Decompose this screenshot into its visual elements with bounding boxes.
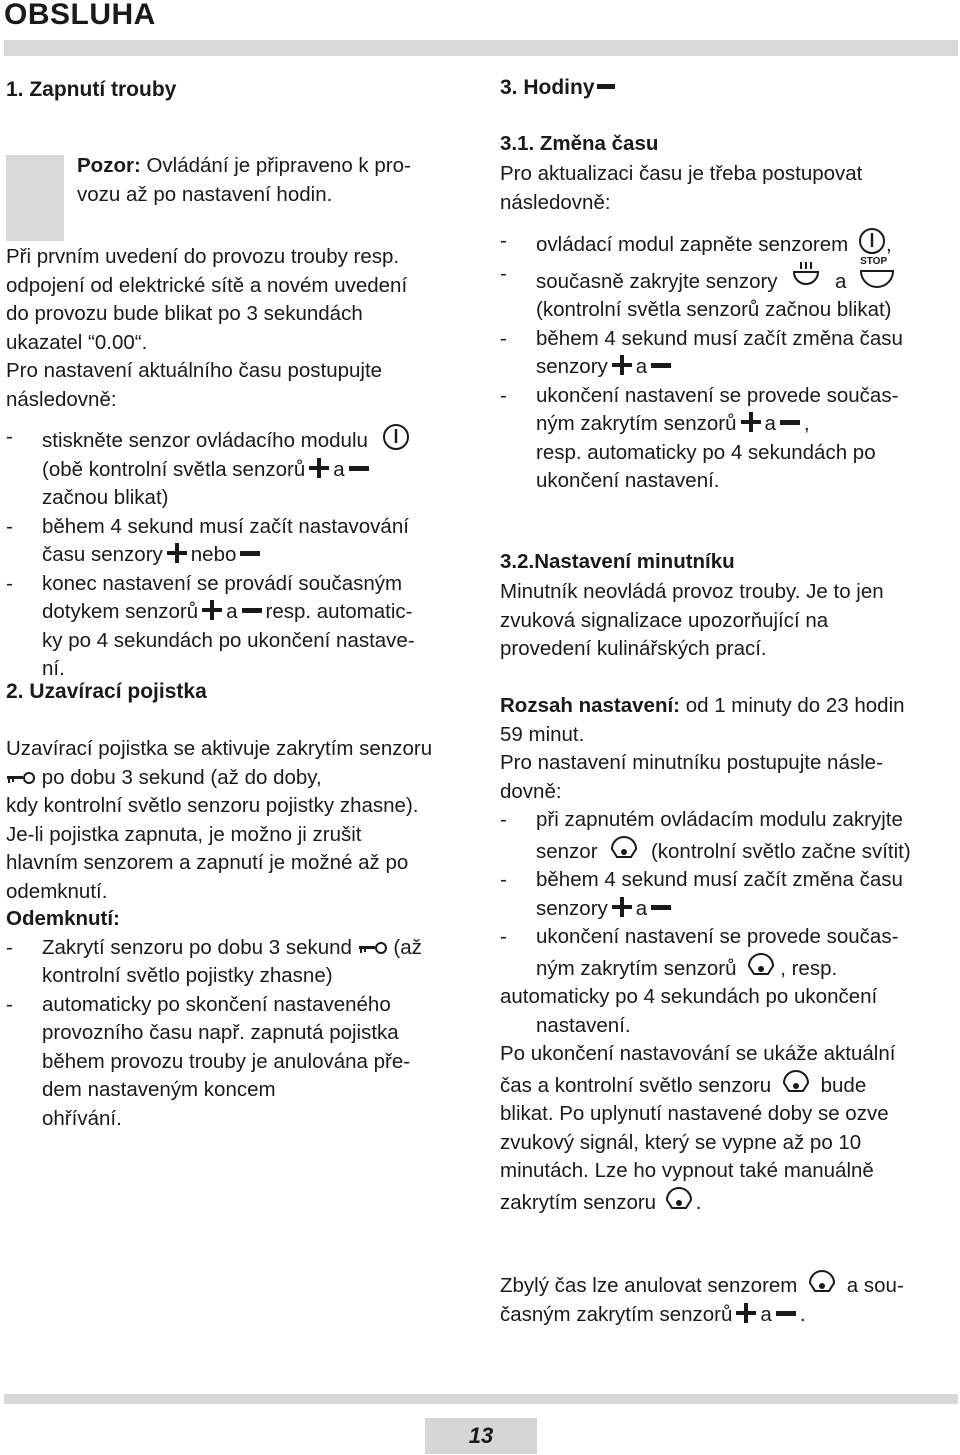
m1-text-2: senzor bbox=[536, 839, 598, 863]
r-p6a: Zbylý čas lze anulovat senzorem bbox=[500, 1274, 798, 1297]
r4-a: a bbox=[764, 412, 776, 435]
r4-text-2: ným zakrytím senzorů bbox=[536, 412, 737, 435]
bell-icon bbox=[781, 1069, 811, 1095]
r-p5f: minutách. Lze ho vypnout také manuálně bbox=[500, 1159, 874, 1182]
section-3-title: 3. Hodiny bbox=[500, 76, 595, 99]
minus-icon bbox=[349, 466, 369, 471]
p3c: kdy kontrolní světlo senzoru pojistky zhasne). bbox=[6, 794, 419, 817]
header-rule bbox=[4, 40, 958, 56]
r-p6b: a sou- bbox=[846, 1274, 904, 1297]
plus-icon bbox=[202, 600, 222, 620]
u2-text-4: dem nastaveným koncem bbox=[42, 1078, 276, 1101]
r3-a: a bbox=[635, 355, 648, 378]
page-title: OBSLUHA bbox=[4, 0, 156, 31]
stop-icon bbox=[858, 255, 896, 292]
p3d: Je-li pojistka zapnuta, je možno ji zrušit bbox=[6, 822, 362, 846]
b3-text-5: ky po 4 sekundách po ukončení nastave- bbox=[42, 628, 415, 652]
m1-text-3: (kontrolní světlo začne svítit) bbox=[650, 839, 911, 863]
minus-icon bbox=[242, 608, 262, 613]
para-2a: Pro nastavení aktuálního času postupujte bbox=[6, 359, 383, 382]
power-icon bbox=[858, 227, 886, 255]
m2-text: během 4 sekund musí začít změna času bbox=[536, 868, 903, 891]
minus-icon bbox=[240, 551, 260, 556]
page-number: 13 bbox=[425, 1418, 537, 1454]
r2-text-2: (kontrolní světla senzorů začnou blikat) bbox=[536, 298, 892, 321]
plus-icon bbox=[741, 412, 761, 432]
r-p5b: čas a kontrolní světlo senzoru bbox=[500, 1073, 772, 1097]
unlock-heading: Odemknutí: bbox=[6, 907, 120, 930]
p3e: hlavním senzorem a zapnutí je možné až po bbox=[6, 851, 409, 874]
u2-text: automaticky po skončení nastaveného bbox=[42, 992, 391, 1016]
right-body-2 bbox=[500, 578, 958, 664]
range-text-2: 59 minut. bbox=[500, 722, 585, 746]
m1-text: při zapnutém ovládacím modulu zakryjte bbox=[536, 808, 903, 831]
plus-icon bbox=[167, 543, 187, 563]
section-3-1-heading: 3.1. Změna času bbox=[500, 132, 659, 155]
r-p4b: nastavení. bbox=[536, 1013, 631, 1037]
m2-a: a bbox=[635, 896, 648, 920]
b1-text-4: začnou blikat) bbox=[42, 486, 169, 509]
r3-text-2: senzory bbox=[536, 355, 608, 378]
b2-text-3: nebo bbox=[190, 543, 237, 566]
warning-text: Ovládání je připraveno k pro- bbox=[140, 154, 411, 177]
u2-text-2: provozního času např. zapnutá pojistka bbox=[42, 1021, 399, 1044]
b1-text: stiskněte senzor ovládacího modulu bbox=[42, 429, 368, 452]
section-3-2-heading: 3.2.Nastavení minutníku bbox=[500, 550, 735, 573]
unlock-section: Odemknutí: - Zakrytí senzoru po dobu 3 sekund (až kontrolní světlo pojistky zhasne) - automaticky po skončení nastaveného provozního času např. zapnutá pojistka během provozu trouby je anulována pře- dem nastaveným koncem ohřívání. bbox=[6, 905, 462, 1133]
plus-icon bbox=[736, 1303, 756, 1323]
minus-icon bbox=[780, 420, 800, 425]
b1-text-3: a bbox=[333, 457, 345, 481]
u2-text-5: ohřívání. bbox=[42, 1106, 122, 1130]
bell-icon bbox=[746, 952, 776, 978]
r-p2a: Minutník neovládá provoz trouby. Je to jen bbox=[500, 580, 884, 603]
section-1-heading: 1. Zapnutí trouby bbox=[6, 78, 177, 101]
key-icon bbox=[358, 941, 388, 955]
left-list-1: - stiskněte senzor ovládacího modulu (obě kontrolní světla senzorů a začnou blikat) - během 4 sekund musí začít nastavování času senzory nebo - konec nastavení se provádí současným dotykem senzorů a resp. automatic- ky po 4 sekundách po ukončení nastave- ní. bbox=[6, 423, 462, 684]
b2-text-2: času senzory bbox=[42, 543, 163, 566]
plus-icon bbox=[309, 458, 329, 478]
b3-text: konec nastavení se provádí současným bbox=[42, 571, 403, 595]
m3-text-3: , resp. bbox=[780, 956, 838, 980]
warning-box bbox=[6, 155, 64, 241]
r-p3a: Pro nastavení minutníku postupujte násle- bbox=[500, 751, 883, 774]
b1-text-2: (obě kontrolní světla senzorů bbox=[42, 457, 306, 481]
bell-icon bbox=[664, 1186, 694, 1212]
warning-note bbox=[77, 152, 462, 209]
hob-icon bbox=[789, 260, 823, 290]
lock-para bbox=[6, 735, 462, 906]
right-body-1: Pro aktualizaci času je třeba postupovat následovně: - ovládací modul zapněte senzorem , - současně zakryjte senzory a STOP (kontrolní světla senzorů začnou blikat) - během 4 sekund musí začít změna času senzory a - ukončení nastavení se provede součas- ným zakrytím senzorů a , resp. automaticky po 4 sekundách po ukončení nastavení. bbox=[500, 160, 958, 496]
u1-text-2: (až bbox=[393, 935, 422, 959]
section-2-heading: 2. Uzavírací pojistka bbox=[6, 680, 207, 703]
plus-icon bbox=[612, 355, 632, 375]
power-icon bbox=[382, 423, 410, 451]
para-1c: do provozu bude blikat po 3 sekundách bbox=[6, 302, 363, 325]
r-p6e: . bbox=[799, 1302, 806, 1326]
b3-text-3: a bbox=[226, 600, 238, 623]
u1-text: Zakrytí senzoru po dobu 3 sekund bbox=[42, 935, 352, 959]
r-p6c: časným zakrytím senzorů bbox=[500, 1302, 733, 1326]
p3b: po dobu 3 sekund (až do doby, bbox=[41, 765, 322, 789]
r2-a: a bbox=[834, 269, 847, 293]
minus-icon bbox=[776, 1311, 796, 1316]
r4-text-4: ukončení nastavení. bbox=[536, 469, 720, 492]
minus-icon bbox=[651, 905, 671, 910]
range-text: od 1 minuty do 23 hodin bbox=[680, 694, 905, 717]
r-p5c: bude bbox=[820, 1073, 867, 1097]
r4-comma: , bbox=[803, 412, 810, 435]
r-p1a: Pro aktualizaci času je třeba postupovat bbox=[500, 162, 863, 185]
section-3-heading bbox=[500, 76, 615, 100]
b2-text: během 4 sekund musí začít nastavování bbox=[42, 514, 409, 538]
r-p5e: zvukový signál, který se vypne až po 10 bbox=[500, 1130, 862, 1154]
minus-icon bbox=[597, 84, 615, 89]
para-2b: následovně: bbox=[6, 387, 117, 411]
para-1a: Při prvním uvedení do provozu trouby resp. bbox=[6, 245, 400, 268]
b3-text-4: resp. automatic- bbox=[265, 600, 413, 623]
para-1b: odpojení od elektrické sítě a novém uvedení bbox=[6, 273, 408, 297]
r-p2b: zvuková signalizace upozorňující na bbox=[500, 608, 829, 632]
r2-text: současně zakryjte senzory bbox=[536, 269, 778, 293]
r-p3b: dovně: bbox=[500, 779, 562, 803]
b3-text-2: dotykem senzorů bbox=[42, 600, 199, 623]
r-p2c: provedení kulinářských prací. bbox=[500, 637, 767, 660]
right-body-3: Rozsah nastavení: od 1 minuty do 23 hodin 59 minut. Pro nastavení minutníku postupujte násle- dovně: - při zapnutém ovládacím modulu zakryjte senzor (kontrolní světlo začne svítit) - během 4 sekund musí začít změna času senzory a - ukončení nastavení se provede součas- ným zakrytím senzorů , resp. automaticky po 4 sekundách po ukončení nastavení. Po ukončení nastavování se ukáže aktuální čas a kontrolní světlo senzoru bude blikat. Po uplynutí nastavené doby se ozve zvukový signál, který se vypne až po 10 minutách. Lze ho vypnout také manuálně zakrytím senzoru . bbox=[500, 692, 958, 1217]
right-body-4 bbox=[500, 1269, 958, 1329]
m2-text-2: senzory bbox=[536, 896, 608, 920]
b3-text-6: ní. bbox=[42, 657, 65, 680]
p3f: odemknutí. bbox=[6, 879, 108, 903]
u1-text-3: kontrolní světlo pojistky zhasne) bbox=[42, 964, 333, 987]
stop-label: STOP bbox=[860, 255, 888, 267]
u2-text-3: během provozu trouby je anulována pře- bbox=[42, 1049, 411, 1073]
r-p4a: automaticky po 4 sekundách po ukončení bbox=[500, 985, 878, 1008]
r-p6d: a bbox=[760, 1302, 772, 1326]
para-1d: ukazatel “0.00“. bbox=[6, 330, 148, 354]
footer-rule bbox=[4, 1394, 958, 1404]
plus-icon bbox=[612, 897, 632, 917]
warning-label: Pozor: bbox=[77, 154, 141, 177]
r-p5d: blikat. Po uplynutí nastavené doby se ozve bbox=[500, 1102, 889, 1125]
r-p5h: . bbox=[695, 1190, 702, 1214]
m3-text: ukončení nastavení se provede součas- bbox=[536, 925, 899, 948]
bell-icon bbox=[609, 835, 639, 861]
p3a: Uzavírací pojistka se aktivuje zakrytím senzoru bbox=[6, 737, 433, 760]
key-icon bbox=[6, 771, 36, 785]
r4-text: ukončení nastavení se provede součas- bbox=[536, 383, 899, 407]
r-p1b: následovně: bbox=[500, 190, 611, 214]
minus-icon bbox=[651, 363, 671, 368]
r3-text: během 4 sekund musí začít změna času bbox=[536, 326, 903, 350]
r-p5g: zakrytím senzoru bbox=[500, 1190, 657, 1214]
left-body bbox=[6, 243, 462, 414]
bell-icon bbox=[807, 1269, 837, 1295]
r1-comma: , bbox=[885, 233, 892, 256]
r-p5a: Po ukončení nastavování se ukáže aktuální bbox=[500, 1042, 896, 1065]
m3-text-2: ným zakrytím senzorů bbox=[536, 956, 737, 980]
warning-text-2: vozu až po nastavení hodin. bbox=[77, 182, 333, 206]
range-label: Rozsah nastavení: bbox=[500, 694, 680, 717]
r1-text: ovládací modul zapněte senzorem bbox=[536, 233, 849, 256]
r4-text-3: resp. automaticky po 4 sekundách po bbox=[536, 440, 876, 464]
